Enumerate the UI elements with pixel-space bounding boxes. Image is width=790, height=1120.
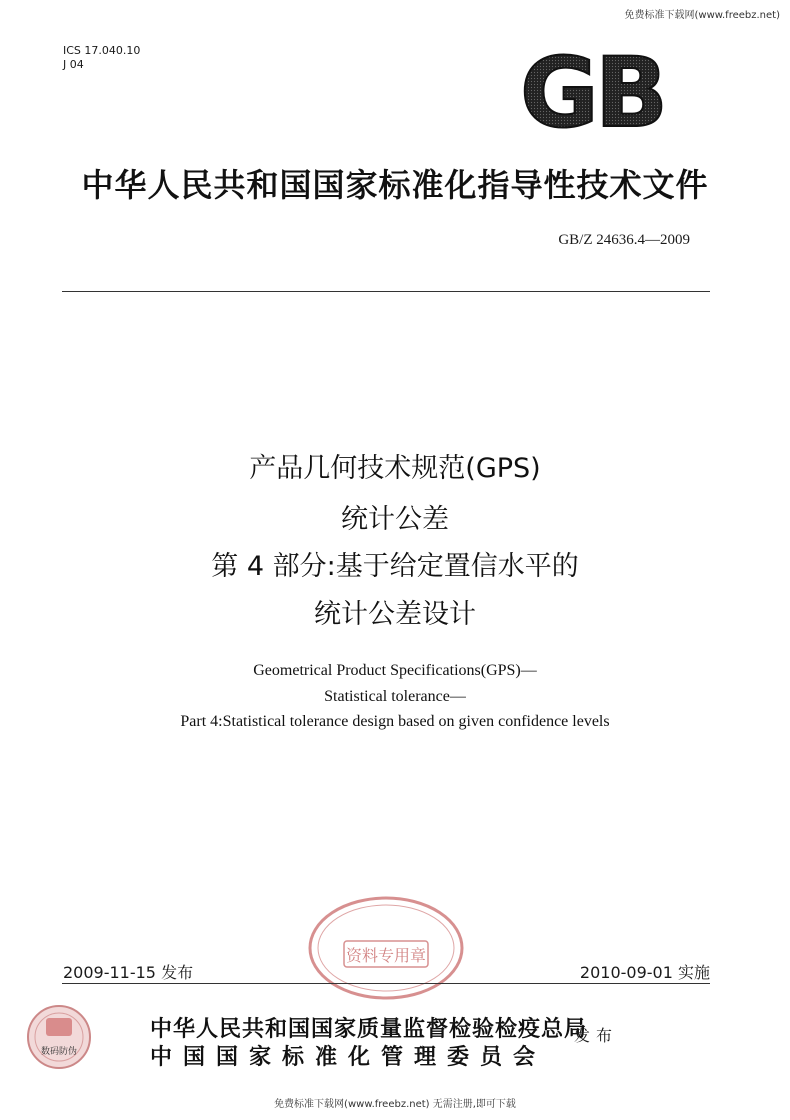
watermark-top: 免费标准下载网(www.freebz.net) [624, 10, 780, 21]
ccs-code: J 04 [63, 58, 84, 71]
anti-counterfeit-seal [26, 1004, 92, 1070]
issuer-line-1: 中华人民共和国国家质量监督检验检疫总局 [150, 1017, 588, 1042]
implementation-date: 2010-09-01 实施 [579, 963, 710, 982]
footer-divider [62, 983, 710, 984]
classification-codes [63, 44, 140, 72]
gb-logo [512, 50, 672, 136]
cn-title-line-3: 第 4 部分:基于给定置信水平的 [211, 551, 579, 582]
issue-date: 2009-11-15 发布 [63, 963, 194, 982]
issuer-line-2: 中国国家标准化管理委员会 [150, 1045, 547, 1070]
gb-logo-text: GB [520, 50, 664, 136]
cn-title-line-2: 统计公差 [341, 504, 449, 535]
cn-title-line-4: 统计公差设计 [314, 599, 476, 630]
document-type-heading: 中华人民共和国国家标准化指导性技术文件 [81, 166, 709, 204]
watermark-bottom: 免费标准下载网(www.freebz.net) 无需注册,即可下载 [274, 1099, 516, 1110]
header-divider [62, 291, 710, 292]
library-stamp [306, 893, 466, 1003]
stamp-text: 资料专用章 [345, 946, 427, 965]
en-title-line-2: Statistical tolerance— [324, 688, 466, 705]
issue-label: 发布 [574, 1026, 619, 1045]
standard-number: GB/Z 24636.4—2009 [558, 232, 690, 248]
cn-title-line-1: 产品几何技术规范(GPS) [249, 453, 541, 484]
ics-code: ICS 17.040.10 [63, 44, 141, 57]
en-title-line-3: Part 4:Statistical tolerance design based on given confidence levels [180, 713, 610, 730]
en-title-line-1: Geometrical Product Specifications(GPS)— [253, 662, 537, 679]
seal-text: 数码防伪 [40, 1047, 78, 1057]
